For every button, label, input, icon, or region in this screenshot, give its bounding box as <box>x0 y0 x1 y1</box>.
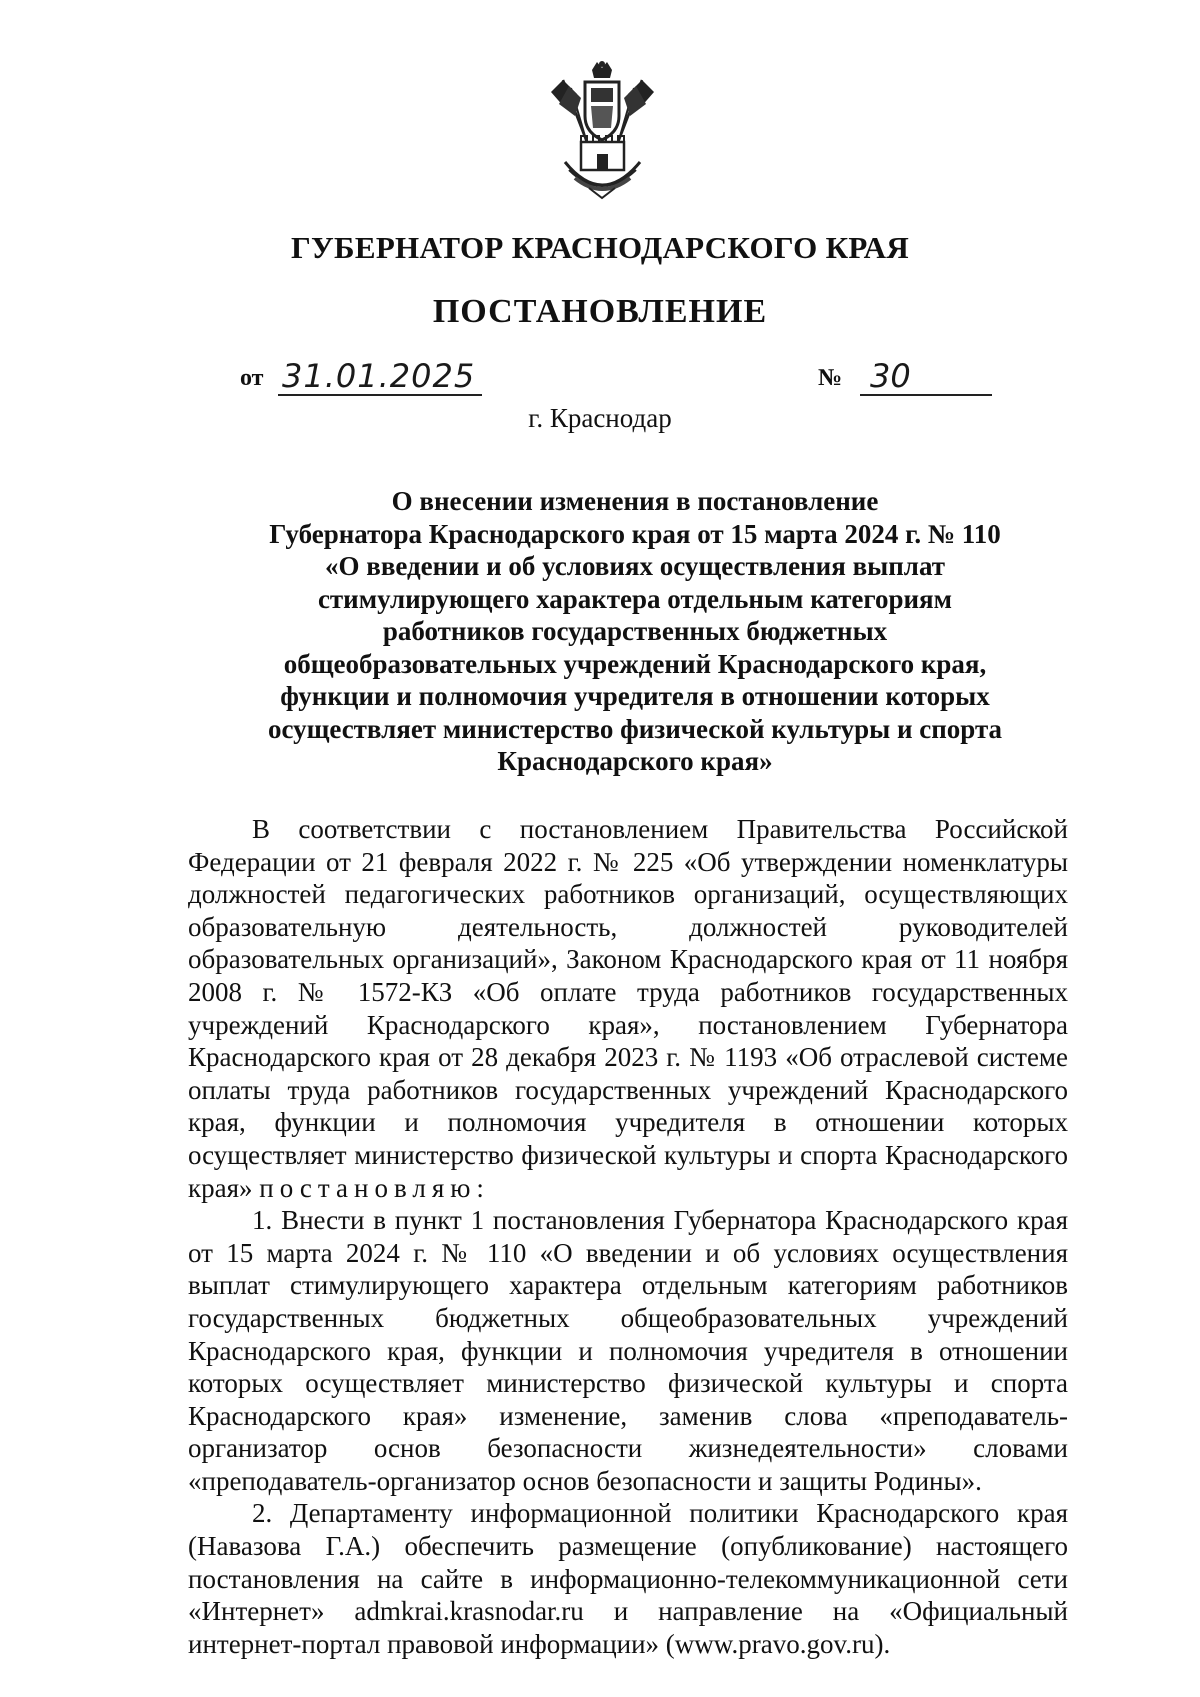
title-line: Краснодарского края» <box>497 746 773 776</box>
preamble-paragraph <box>188 813 1068 1204</box>
handwritten-number: 30 <box>860 358 992 396</box>
document-body <box>188 813 1068 1660</box>
title-line: Губернатора Краснодарского края от 15 марта 2024 г. № 110 <box>269 518 1001 549</box>
title-line: осуществляет министерство физической культуры и спорта <box>267 713 1003 744</box>
title-line: общеобразовательных учреждений Краснодарского края, <box>283 648 987 679</box>
coat-of-arms-icon <box>545 58 660 203</box>
clause-2: 2. Департаменту информационной политики Краснодарского края (Навазова Г.А.) обеспечить размещение (опубликование) настоящего постановления на сайте в информационно-телекоммуникационной сети «Интернет» admkrai.krasnodar.ru и направление на «Официальный интернет-портал правовой информации» (www.pravo.gov.ru). <box>188 1498 1068 1659</box>
title-line: «О введении и об условиях осуществления выплат <box>324 551 946 581</box>
date-number-row <box>240 355 980 400</box>
title-line: функции и полномочия учредителя в отношении которых <box>280 681 990 711</box>
clause-1: 1. Внести в пункт 1 постановления Губернатора Краснодарского края от 15 марта 2024 г. № 110 «О введении и об условиях осуществления выплат стимулирующего характера отдельным категориям работников государственных бюджетных общеобразовательных учреждений Краснодарского края, функции и полномочия учредителя в отношении которых осуществляет министерство физической культуры и спорта Краснодарского края» изменение, заменив слова «преподаватель-организатор основ безопасности жизнедеятельности» словами «преподаватель-организатор основ безопасности и защиты Родины». <box>188 1205 1068 1496</box>
preamble-text: В соответствии с постановлением Правительства Российской Федерации от 21 февраля 2022 г. № 225 «Об утверждении номенклатуры должностей педагогических работников организаций, осуществляющих образовательную деятельность, должностей руководителей образовательных организаций», Законом Краснодарского края от 11 ноября 2008 г. № 1572-КЗ «Об оплате труда работников государственных учреждений Краснодарского края», постановлением Губернатора Краснодарского края от 28 декабря 2023 г. № 1193 «Об отраслевой системе оплаты труда работников государственных учреждений Краснодарского края, функции и полномочия учредителя в отношении которых осуществляет министерство физической культуры и спорта Краснодарского края» <box>188 814 1068 1203</box>
number-prefix: № <box>818 365 843 391</box>
resolve-word: постановляю: <box>259 1172 490 1203</box>
title-line: стимулирующего характера отдельным категориям <box>317 583 953 614</box>
issuing-authority: ГУБЕРНАТОР КРАСНОДАРСКОГО КРАЯ <box>290 230 910 265</box>
handwritten-date: 31.01.2025 <box>278 358 482 396</box>
document-type: ПОСТАНОВЛЕНИЕ <box>432 293 768 330</box>
document-title <box>200 485 1070 778</box>
title-line: работников государственных бюджетных <box>382 616 888 646</box>
date-prefix: от <box>240 365 264 391</box>
title-line: О внесении изменения в постановление <box>391 486 879 516</box>
city: г. Краснодар <box>528 403 672 433</box>
